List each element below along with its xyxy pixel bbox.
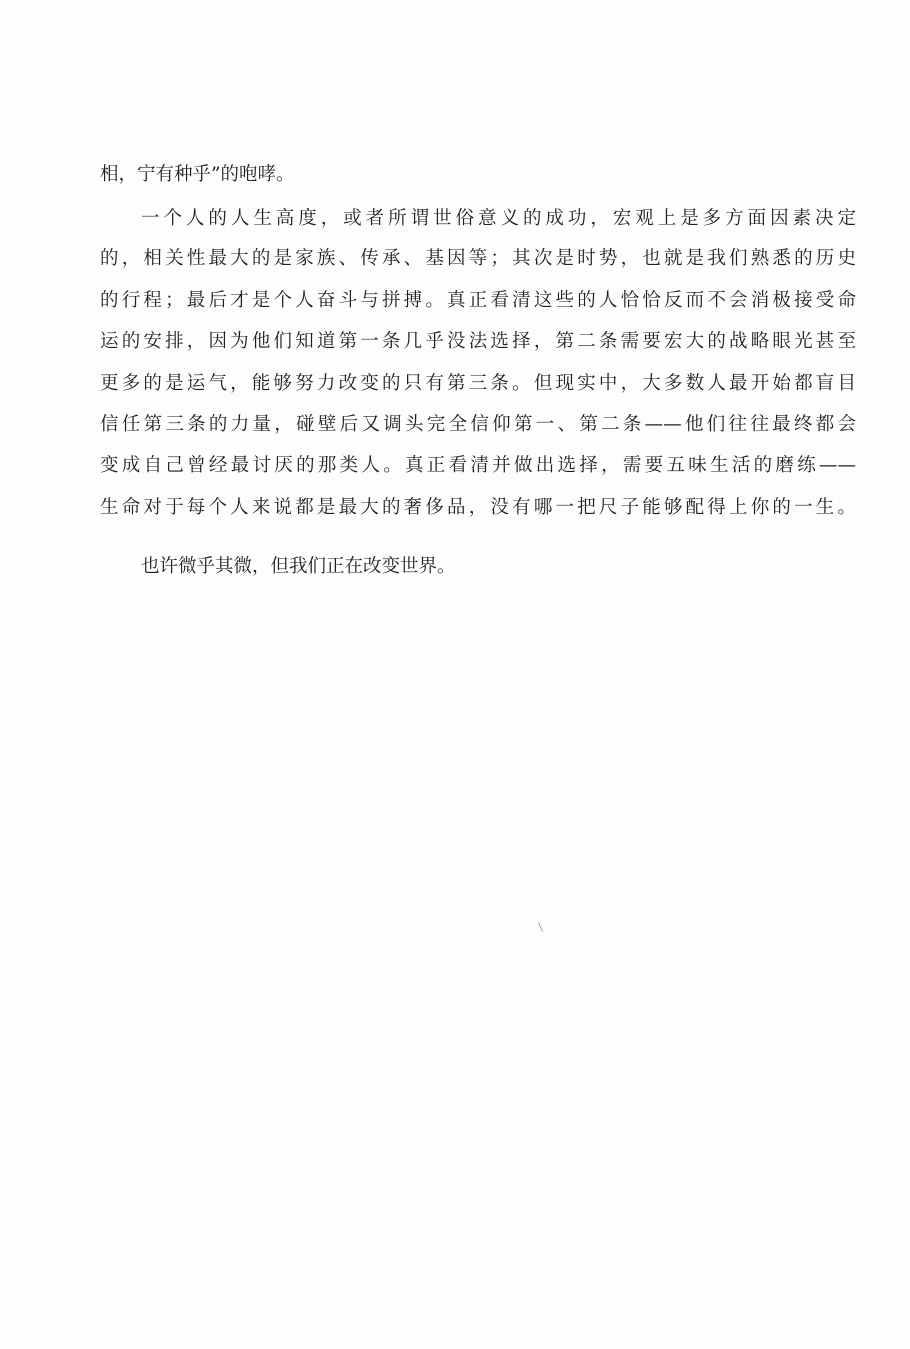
text-line: 的，相关性最大的是家族、传承、基因等；其次是时势，也就是我们熟悉的历史 — [100, 248, 856, 269]
text-line: 生命对于每个人来说都是最大的奢侈品，没有哪一把尺子能够配得上你的一生。 — [100, 497, 856, 518]
paragraph-first-line: 也许微乎其微，但我们正在改变世界。 — [141, 556, 456, 577]
scan-speck — [538, 922, 543, 932]
text-line: 相，宁有种乎”的咆哮。 — [100, 164, 295, 185]
text-line: 运的安排，因为他们知道第一条几乎没法选择，第二条需要宏大的战略眼光甚至 — [100, 331, 856, 352]
text-line: 变成自己曾经最讨厌的那类人。真正看清并做出选择，需要五味生活的磨练—— — [100, 455, 856, 476]
text-line: 更多的是运气，能够努力改变的只有第三条。但现实中，大多数人最开始都盲目 — [100, 373, 856, 394]
text-line: 的行程；最后才是个人奋斗与拼搏。真正看清这些的人恰恰反而不会消极接受命 — [100, 290, 856, 311]
text-line: 信任第三条的力量，碰壁后又调头完全信仰第一、第二条——他们往往最终都会 — [100, 414, 856, 435]
paragraph-first-line: 一个人的人生高度，或者所谓世俗意义的成功，宏观上是多方面因素决定 — [141, 208, 856, 229]
